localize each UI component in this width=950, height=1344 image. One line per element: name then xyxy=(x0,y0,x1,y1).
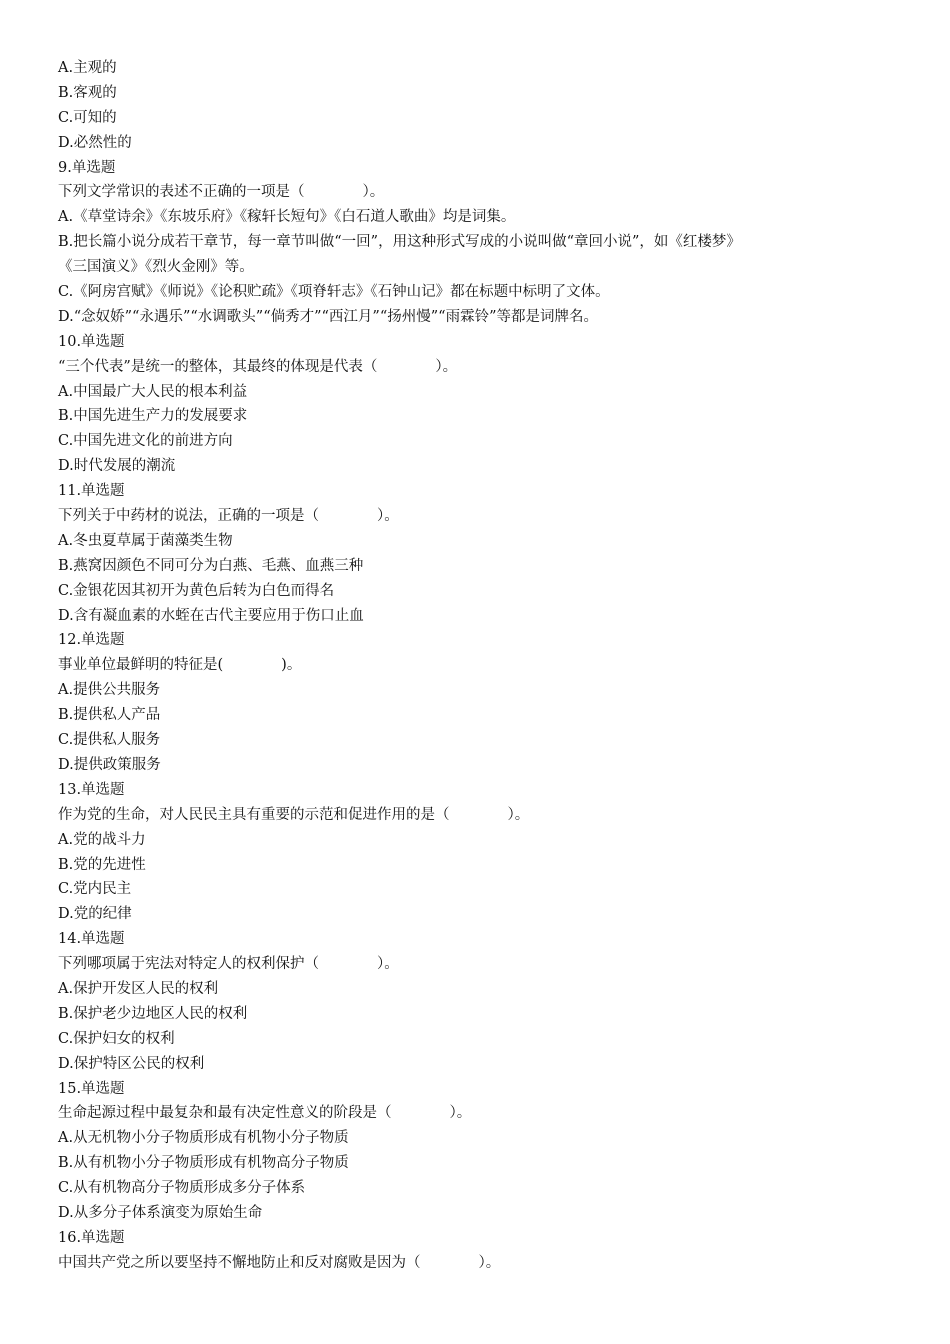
option-line: C.《阿房宫赋》《师说》《论积贮疏》《项脊轩志》《石钟山记》都在标题中标明了文体。 xyxy=(58,284,610,301)
question-number: 16.单选题 xyxy=(58,1229,125,1246)
question-stem: “三个代表”是统一的整体，其最终的体现是代表（ ）。 xyxy=(58,358,458,375)
option-line: B.从有机物小分子物质形成有机物高分子物质 xyxy=(58,1155,349,1172)
option-line: A.提供公共服务 xyxy=(58,682,161,699)
option-line: D.必然性的 xyxy=(58,134,132,151)
option-line: C.提供私人服务 xyxy=(58,732,161,749)
option-line: A.从无机物小分子物质形成有机物小分子物质 xyxy=(58,1130,349,1147)
option-line: A.《草堂诗余》《东坡乐府》《稼轩长短句》《白石道人歌曲》均是词集。 xyxy=(58,209,516,226)
option-line: C.保护妇女的权利 xyxy=(58,1030,175,1047)
option-line: D.“念奴娇”“永遇乐”“水调歌头”“倘秀才”“西江月”“扬州慢”“雨霖铃”等都是词牌名。 xyxy=(58,308,598,325)
question-number: 9.单选题 xyxy=(58,159,116,176)
option-line: B.党的先进性 xyxy=(58,856,146,873)
option-line: C.中国先进文化的前进方向 xyxy=(58,433,233,450)
option-line: A.党的战斗力 xyxy=(58,831,146,848)
option-line: B.把长篇小说分成若干章节，每一章节叫做“一回”，用这种形式写成的小说叫做“章回小说”，如《红楼梦》 xyxy=(58,234,741,251)
option-line: B.中国先进生产力的发展要求 xyxy=(58,408,248,425)
question-stem: 下列哪项属于宪法对特定人的权利保护（ ）。 xyxy=(58,956,399,973)
question-stem: 下列关于中药材的说法，正确的一项是（ ）。 xyxy=(58,508,399,525)
option-line: D.保护特区公民的权利 xyxy=(58,1055,205,1072)
question-number: 10.单选题 xyxy=(58,333,125,350)
option-line: C.党内民主 xyxy=(58,881,132,898)
question-stem: 生命起源过程中最复杂和最有决定性意义的阶段是（ ）。 xyxy=(58,1105,472,1122)
option-line: D.从多分子体系演变为原始生命 xyxy=(58,1204,263,1221)
question-stem: 下列文学常识的表述不正确的一项是（ ）。 xyxy=(58,184,385,201)
option-line-continued: 《三国演义》《烈火金刚》等。 xyxy=(58,259,254,276)
option-line: B.燕窝因颜色不同可分为白燕、毛燕、血燕三种 xyxy=(58,557,364,574)
option-line: C.金银花因其初开为黄色后转为白色而得名 xyxy=(58,582,335,599)
question-stem: 中国共产党之所以要坚持不懈地防止和反对腐败是因为（ ）。 xyxy=(58,1254,501,1271)
option-line: D.党的纪律 xyxy=(58,906,132,923)
option-line: C.从有机物高分子物质形成多分子体系 xyxy=(58,1180,306,1197)
option-line: A.保护开发区人民的权利 xyxy=(58,980,219,997)
question-stem: 作为党的生命，对人民民主具有重要的示范和促进作用的是（ ）。 xyxy=(58,806,530,823)
option-line: C.可知的 xyxy=(58,109,117,126)
document-page xyxy=(58,56,898,1276)
question-number: 14.单选题 xyxy=(58,931,125,948)
question-number: 11.单选题 xyxy=(58,483,125,500)
option-line: D.时代发展的潮流 xyxy=(58,458,176,475)
option-line: A.中国最广大人民的根本利益 xyxy=(58,383,248,400)
option-line: A.冬虫夏草属于菌藻类生物 xyxy=(58,532,233,549)
option-line: A.主观的 xyxy=(58,60,117,76)
option-line: B.保护老少边地区人民的权利 xyxy=(58,1005,248,1022)
question-number: 15.单选题 xyxy=(58,1080,125,1097)
option-line: D.提供政策服务 xyxy=(58,756,161,773)
question-number: 12.单选题 xyxy=(58,632,125,649)
option-line: B.提供私人产品 xyxy=(58,707,161,724)
option-line: D.含有凝血素的水蛭在古代主要应用于伤口止血 xyxy=(58,607,364,624)
question-stem: 事业单位最鲜明的特征是( )。 xyxy=(58,657,302,674)
question-number: 13.单选题 xyxy=(58,781,125,798)
option-line: B.客观的 xyxy=(58,84,117,101)
